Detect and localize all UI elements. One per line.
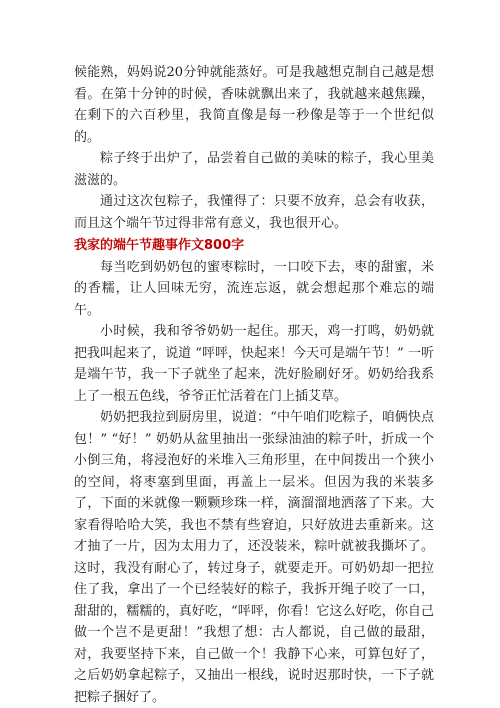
paragraph-1: 候能熟，妈妈说20分钟就能蒸好。可是我越想克制自己越是想看。在第十分钟的时候，香味就飘出来了，我就越来越焦躁，在剩下的六百秒里，我简直像是每一秒像是等于一个世纪似的。: [74, 65, 434, 145]
document-page: [74, 62, 434, 708]
article-heading: 我家的端午节趣事作文800字: [74, 238, 245, 253]
paragraph-6: 奶奶把我拉到厨房里，说道：“中午咱们吃粽子，咱俩快点包！” “好！” 奶奶从盆里抽出一张绿油油的粽子叶，折成一个小倒三角，将浸泡好的米堆入三角形里，在中间拨出一个狭小的空间，将枣塞到里面，再盖上一层米。但因为我的米装多了，下面的米就像一颗颗珍珠一样，滴溜溜地洒落了下来。大家看得哈哈大笑，我也不禁有些窘迫，只好放进去重新来。这才抽了一片，因为太用力了，还没装米，粽叶就被我撕坏了。这时，我没有耐心了，转过身子，就要走开。可奶奶却一把拉住了我，拿出了一个已经装好的粽子，我拆开绳子咬了一口，甜甜的，糯糯的，真好吃，“呯呯，你看！它这么好吃，你自己做一个岂不是更甜！”我想了想：古人都说，自己做的最甜，对，我要坚持下来，自己做一个！我静下心来，可算包好了，之后奶奶拿起粽子，又抽出一根线，说时迟那时快，一下子就把粽子捆好了。: [74, 410, 434, 705]
paragraph-2: 粽子终于出炉了，品尝着自己做的美味的粽子，我心里美滋滋的。: [74, 151, 434, 188]
paragraph-4: 每当吃到奶奶包的蜜枣粽时，一口咬下去，枣的甜蜜，米的香糯，让人回味无穷，流连忘返，就会想起那个难忘的端午。: [74, 259, 434, 318]
paragraph-3: 通过这次包粽子，我懂得了：只要不放弃，总会有收获，而且这个端午节过得非常有意义，我也很开心。: [74, 194, 434, 231]
paragraph-5: 小时候，我和爷爷奶奶一起住。那天，鸡一打鸣，奶奶就把我叫起来了，说道 “呯呯，快起来！今天可是端午节！” 一听是端午节，我一下子就坐了起来，洗好脸刷好牙。奶奶给我系上了一根五色线，爷爷正忙活着在门上插艾草。: [74, 324, 434, 404]
